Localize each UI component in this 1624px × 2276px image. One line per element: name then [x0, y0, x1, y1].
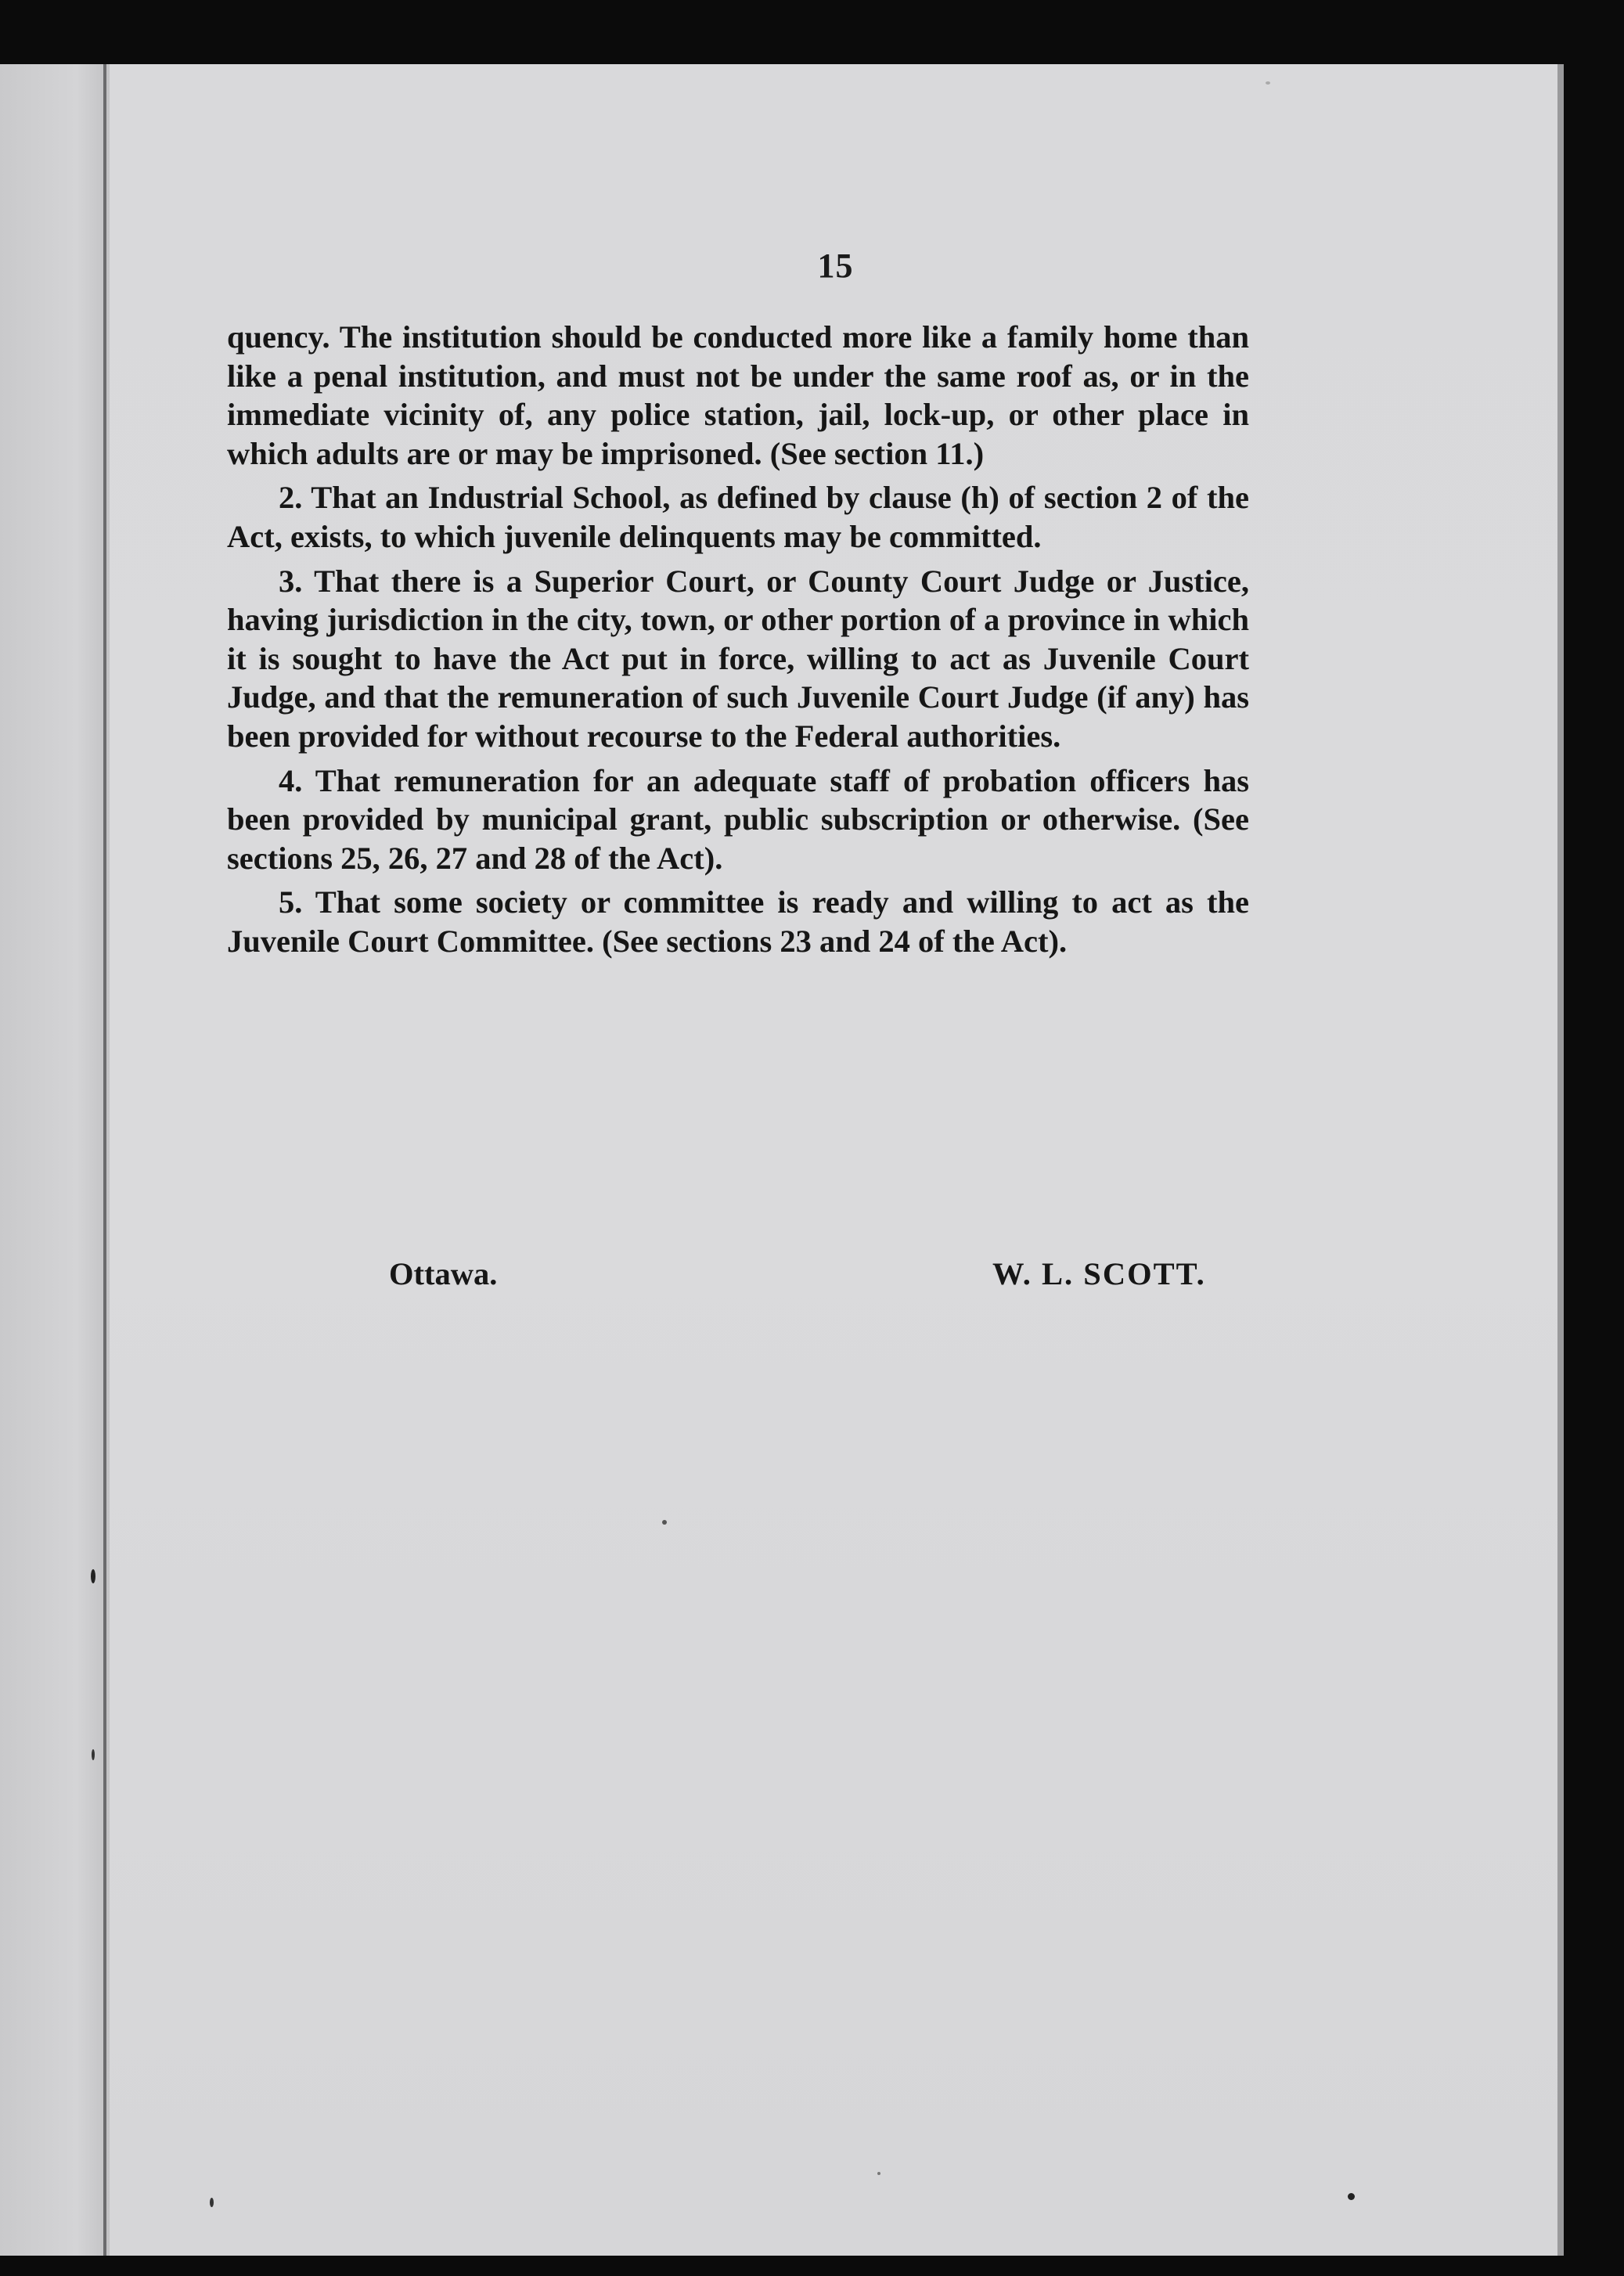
scan-speck: [662, 1520, 667, 1525]
binding-fold-line: [103, 64, 106, 2256]
paragraph-item-4: 4. That remuneration for an adequate staff of probation officers has been provided by municipal grant, public subscription or otherwise. (See sections 25, 26, 27 and 28 of the Act).: [227, 762, 1249, 876]
paragraph-item-5: 5. That some society or committee is ready and willing to act as the Juvenile Court Committee. (See sections 23 and 24 of the Act).: [227, 884, 1249, 959]
paragraph-continuation: quency. The institution should be conducted more like a family home than like a penal institution, and must not be under the same roof as, or in the immediate vicinity of, any police station, jail, lock-up, or other place in which adults are or may be imprisoned. (See section 11.): [227, 319, 1249, 471]
signature-place: Ottawa.: [389, 1256, 498, 1291]
scan-speck: [91, 1569, 95, 1583]
signature-name: W. L. SCOTT.: [992, 1256, 1206, 1291]
scan-speck: [1266, 81, 1270, 85]
paragraph-item-2: 2. That an Industrial School, as defined by clause (h) of section 2 of the Act, exists, to which juvenile delinquents may be committed.: [227, 480, 1249, 554]
page-right-edge: [1557, 64, 1564, 2256]
scan-speck: [210, 2198, 214, 2207]
paragraph-item-3: 3. That there is a Superior Court, or County Court Judge or Justice, having jurisdiction in the city, town, or other portion of a province in which it is sought to have the Act put in force, willing to act as Juvenile Court Judge, and that the remuneration of such Juvenile Court Judge (if any) has been provided for without recourse to the Federal authorities.: [227, 563, 1249, 754]
scan-speck: [1348, 2193, 1355, 2200]
body-text: [227, 318, 1249, 967]
facing-page-strip: [0, 64, 110, 2256]
scan-speck: [877, 2172, 880, 2175]
page-number: 15: [817, 247, 854, 285]
scan-speck: [92, 1749, 95, 1760]
